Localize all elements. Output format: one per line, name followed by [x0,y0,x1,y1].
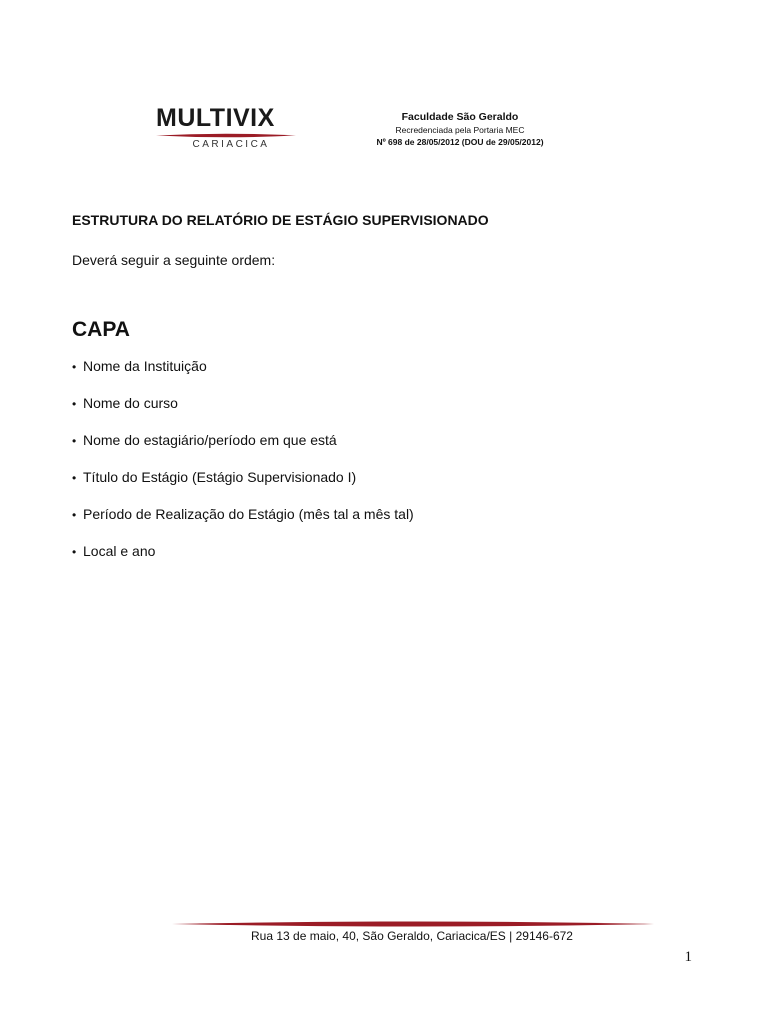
list-item-text: Local e ano [83,543,156,559]
document-title: ESTRUTURA DO RELATÓRIO DE ESTÁGIO SUPERVISIONADO [72,212,489,228]
list-item-text: Nome do estagiário/período em que está [83,432,337,448]
footer-address: Rua 13 de maio, 40, São Geraldo, Cariacica/ES | 29146-672 [251,929,573,943]
document-intro: Deverá seguir a seguinte ordem: [72,252,276,268]
list-item-text: Nome da Instituição [83,358,207,374]
logo-swoosh [156,133,296,138]
institution-accreditation: Recredenciada pela Portaria MEC [395,125,525,135]
footer-swoosh-graphic [172,920,654,928]
multivix-logo [156,104,296,150]
institution-info [360,110,560,148]
institution-name: Faculdade São Geraldo [401,111,519,123]
list-item [72,393,712,413]
bullet-icon: • [72,434,77,448]
list-item [72,541,712,561]
bullet-icon: • [72,508,77,522]
bullet-icon: • [72,360,77,374]
bullet-icon: • [72,397,77,411]
list-item [72,430,712,450]
page-number: 1 [684,949,692,965]
list-item-text: Título do Estágio (Estágio Supervisionado I) [83,469,357,485]
logo-swoosh-graphic [156,133,296,138]
list-item-text: Nome do curso [83,395,178,411]
list-item [72,356,712,376]
bullet-icon: • [72,545,77,559]
logo-subtitle: CARIACICA [192,139,270,150]
list-item [72,504,712,524]
institution-ordinance: Nº 698 de 28/05/2012 (DOU de 29/05/2012) [376,137,544,147]
capa-item-list [72,356,712,561]
document-content [72,210,712,578]
section-title-capa: CAPA [72,318,130,341]
bullet-icon: • [72,471,77,485]
list-item [72,467,712,487]
logo-wordmark: MULTIVIX [156,104,275,132]
list-item-text: Período de Realização do Estágio (mês tal a mês tal) [83,506,414,522]
